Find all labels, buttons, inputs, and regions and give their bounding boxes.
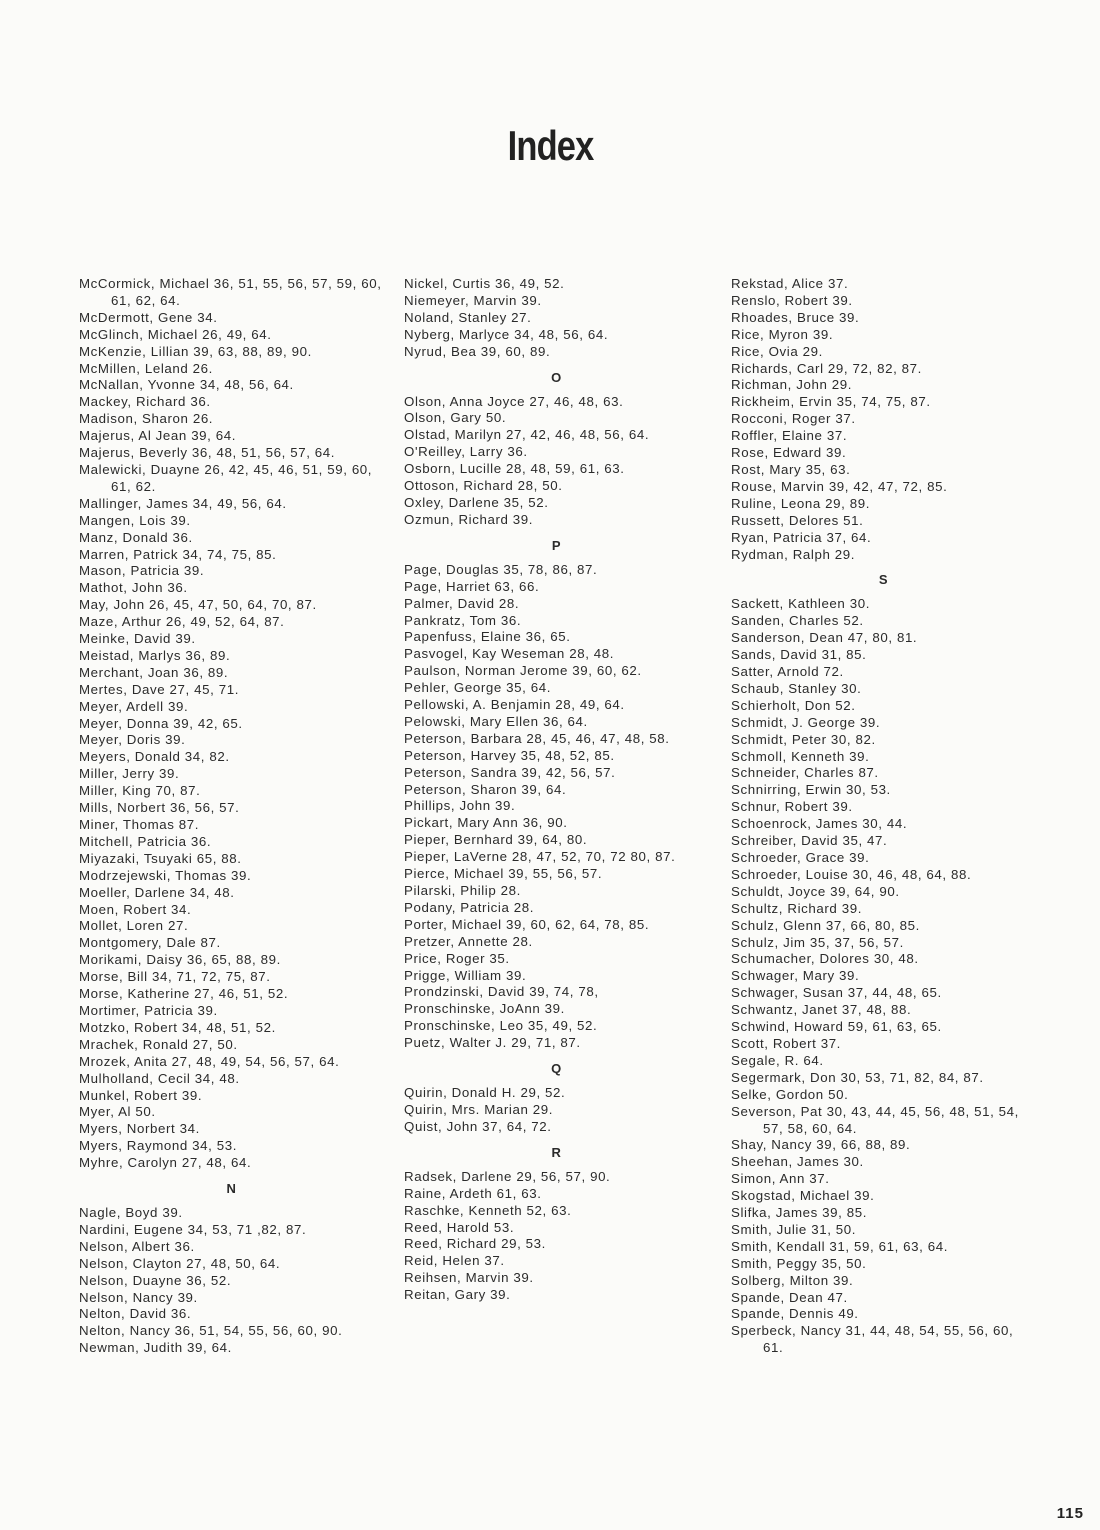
index-entry: Miller, King 70, 87. xyxy=(79,783,201,799)
index-entry: Myers, Norbert 34. xyxy=(79,1121,200,1137)
index-entry: Severson, Pat 30, 43, 44, 45, 56, 48, 51, 54, 57, 58, 60, 64. xyxy=(731,1103,1019,1136)
index-entry: Nelson, Albert 36. xyxy=(79,1238,195,1254)
index-entry: Schroeder, Grace 39. xyxy=(731,850,870,865)
index-entry: Sanden, Charles 52. xyxy=(731,613,864,629)
index-entry: Pieper, LaVerne 28, 47, 52, 70, 72 80, 87. xyxy=(404,849,676,865)
index-entry: Schnur, Robert 39. xyxy=(731,799,853,815)
index-entry: Slifka, James 39, 85. xyxy=(731,1205,868,1221)
letter-heading: S xyxy=(878,572,889,588)
index-entry: Phillips, John 39. xyxy=(404,798,516,814)
index-entry: Niemeyer, Marvin 39. xyxy=(404,292,542,308)
index-entry: Quirin, Donald H. 29, 52. xyxy=(404,1085,566,1101)
index-entry: Raine, Ardeth 61, 63. xyxy=(404,1185,542,1201)
index-entry: Meyer, Doris 39. xyxy=(79,732,186,748)
index-entry: Schwind, Howard 59, 61, 63, 65. xyxy=(731,1019,942,1035)
index-entry: Palmer, David 28. xyxy=(404,595,520,611)
index-entry: Smith, Peggy 35, 50. xyxy=(731,1255,867,1271)
index-entry: Selke, Gordon 50. xyxy=(731,1086,849,1102)
index-entry: Pierce, Michael 39, 55, 56, 57. xyxy=(404,866,603,882)
index-entry: Mallinger, James 34, 49, 56, 64. xyxy=(79,495,287,511)
index-entry: O'Reilley, Larry 36. xyxy=(404,444,528,460)
index-entry: Podany, Patricia 28. xyxy=(404,899,535,915)
index-entry: Rice, Ovia 29. xyxy=(731,343,823,359)
index-entry: Mackey, Richard 36. xyxy=(79,394,211,410)
index-entry: Nelton, Nancy 36, 51, 54, 55, 56, 60, 90. xyxy=(79,1323,343,1339)
index-entry: Reed, Harold 53. xyxy=(404,1219,515,1235)
index-entry: Mortimer, Patricia 39. xyxy=(79,1002,218,1018)
index-entry: Solberg, Milton 39. xyxy=(731,1272,854,1288)
index-entry: Schwager, Mary 39. xyxy=(731,968,860,984)
index-entry: Schreiber, David 35, 47. xyxy=(731,833,888,849)
index-entry: Schmidt, J. George 39. xyxy=(731,714,881,730)
index-entry: Schumacher, Dolores 30, 48. xyxy=(731,951,919,967)
index-entry: Pieper, Bernhard 39, 64, 80. xyxy=(404,832,588,848)
index-entry: Mitchell, Patricia 36. xyxy=(79,833,212,849)
index-entry: Porter, Michael 39, 60, 62, 64, 78, 85. xyxy=(404,916,650,932)
index-entry: Olstad, Marilyn 27, 42, 46, 48, 56, 64. xyxy=(404,427,650,443)
index-entry: Schmidt, Peter 30, 82. xyxy=(731,731,876,747)
index-entry: Oxley, Darlene 35, 52. xyxy=(404,494,549,510)
index-entry: Quirin, Mrs. Marian 29. xyxy=(404,1101,554,1117)
index-entry: Rekstad, Alice 37. xyxy=(731,276,849,291)
index-entry: Reitan, Gary 39. xyxy=(404,1287,511,1303)
index-entry: Peterson, Barbara 28, 45, 46, 47, 48, 58. xyxy=(404,730,670,746)
index-entry: Morse, Bill 34, 71, 72, 75, 87. xyxy=(79,969,271,985)
index-entry: Moen, Robert 34. xyxy=(79,901,192,917)
index-entry: Pilarski, Philip 28. xyxy=(404,883,521,898)
index-entry: McGlinch, Michael 26, 49, 64. xyxy=(79,326,272,342)
index-entry: Simon, Ann 37. xyxy=(731,1171,830,1187)
index-entry: Reihsen, Marvin 39. xyxy=(404,1270,534,1286)
index-entry: Miyazaki, Tsuyaki 65, 88. xyxy=(79,850,242,866)
index-entry: Paulson, Norman Jerome 39, 60, 62. xyxy=(404,663,642,679)
letter-heading: Q xyxy=(551,1061,562,1077)
index-entry: Nagle, Boyd 39. xyxy=(79,1205,183,1221)
letter-heading: O xyxy=(551,369,562,385)
index-entry: Rost, Mary 35, 63. xyxy=(731,461,851,477)
index-entry: Prigge, William 39. xyxy=(404,967,527,983)
index-entry: McDermott, Gene 34. xyxy=(79,309,218,325)
index-entry: Morikami, Daisy 36, 65, 88, 89. xyxy=(79,952,281,968)
index-entry: Schaub, Stanley 30. xyxy=(731,680,862,696)
index-entry: Manz, Donald 36. xyxy=(79,529,193,545)
index-entry: Raschke, Kenneth 52, 63. xyxy=(404,1202,572,1218)
index-entry: Ottoson, Richard 28, 50. xyxy=(404,478,563,494)
index-entry: Schmoll, Kenneth 39. xyxy=(731,748,870,764)
index-entry: Papenfuss, Elaine 36, 65. xyxy=(404,629,571,645)
index-entry: Olson, Gary 50. xyxy=(404,410,507,426)
index-entry: Merchant, Joan 36, 89. xyxy=(79,664,229,680)
index-entry: Mrachek, Ronald 27, 50. xyxy=(79,1036,238,1052)
index-entry: Page, Harriet 63, 66. xyxy=(404,578,540,594)
index-entry: Sands, David 31, 85. xyxy=(731,647,867,663)
index-entry: Schierholt, Don 52. xyxy=(731,697,856,713)
index-entry: Noland, Stanley 27. xyxy=(404,309,532,325)
index-entry: Prondzinski, David 39, 74, 78, xyxy=(404,984,599,1000)
index-entry: Meyer, Donna 39, 42, 65. xyxy=(79,715,243,731)
index-entry: Schultz, Richard 39. xyxy=(731,900,862,916)
index-entry: Nelson, Nancy 39. xyxy=(79,1289,198,1305)
index-entry: Olson, Anna Joyce 27, 46, 48, 63. xyxy=(404,393,624,409)
index-entry: Pellowski, A. Benjamin 28, 49, 64. xyxy=(404,697,625,713)
index-entry: Sackett, Kathleen 30. xyxy=(731,596,871,612)
index-entry: Myhre, Carolyn 27, 48, 64. xyxy=(79,1155,252,1171)
index-entry: McNallan, Yvonne 34, 48, 56, 64. xyxy=(79,377,294,393)
index-entry: Meinke, David 39. xyxy=(79,631,196,647)
index-entry: Schwantz, Janet 37, 48, 88. xyxy=(731,1002,912,1018)
index-entry: Russett, Delores 51. xyxy=(731,512,864,528)
index-entry: McCormick, Michael 36, 51, 55, 56, 57, 59, 60, 61, 62, 64. xyxy=(79,276,382,308)
index-entry: Smith, Kendall 31, 59, 61, 63, 64. xyxy=(731,1238,949,1254)
index-entry: Radsek, Darlene 29, 56, 57, 90. xyxy=(404,1168,611,1184)
index-entry: McMillen, Leland 26. xyxy=(79,360,213,376)
index-entry: Rydman, Ralph 29. xyxy=(731,546,856,562)
index-entry: Sanderson, Dean 47, 80, 81. xyxy=(731,630,918,646)
index-entry: Schnirring, Erwin 30, 53. xyxy=(731,782,891,798)
index-entry: Rickheim, Ervin 35, 74, 75, 87. xyxy=(731,394,931,410)
index-entry: Schulz, Glenn 37, 66, 80, 85. xyxy=(731,917,920,933)
index-column-1 xyxy=(79,276,384,1357)
index-entry: Mulholland, Cecil 34, 48. xyxy=(79,1070,240,1086)
index-entry: Majerus, Al Jean 39, 64. xyxy=(79,428,237,444)
index-entry: Mertes, Dave 27, 45, 71. xyxy=(79,681,240,697)
index-entry: Reed, Richard 29, 53. xyxy=(404,1236,546,1252)
index-entry: Nelton, David 36. xyxy=(79,1306,192,1322)
index-entry: Schwager, Susan 37, 44, 48, 65. xyxy=(731,985,942,1001)
index-entry: Smith, Julie 31, 50. xyxy=(731,1221,857,1237)
index-entry: Myers, Raymond 34, 53. xyxy=(79,1138,238,1154)
index-entry: Segermark, Don 30, 53, 71, 82, 84, 87. xyxy=(731,1069,984,1085)
index-entry: Spande, Dennis 49. xyxy=(731,1306,859,1322)
index-entry: Spande, Dean 47. xyxy=(731,1289,848,1305)
index-entry: Pickart, Mary Ann 36, 90. xyxy=(404,815,568,831)
letter-heading: P xyxy=(551,537,562,553)
index-entry: Ozmun, Richard 39. xyxy=(404,511,534,527)
index-entry: Schneider, Charles 87. xyxy=(731,765,879,781)
index-entry: Montgomery, Dale 87. xyxy=(79,935,221,951)
index-entry: Rose, Edward 39. xyxy=(731,445,847,461)
index-entry: McKenzie, Lillian 39, 63, 88, 89, 90. xyxy=(79,343,312,359)
index-entry: Rocconi, Roger 37. xyxy=(731,411,856,427)
index-entry: Peterson, Harvey 35, 48, 52, 85. xyxy=(404,747,615,763)
index-entry: Majerus, Beverly 36, 48, 51, 56, 57, 64. xyxy=(79,445,336,461)
index-column-3 xyxy=(731,276,1036,1357)
letter-heading: N xyxy=(226,1181,237,1197)
index-entry: Sheehan, James 30. xyxy=(731,1154,864,1170)
index-entry: Schuldt, Joyce 39, 64, 90. xyxy=(731,883,900,899)
index-entry: Nyberg, Marlyce 34, 48, 56, 64. xyxy=(404,326,609,342)
index-entry: Mathot, John 36. xyxy=(79,580,188,596)
page-title: Index xyxy=(507,122,594,169)
index-entry: May, John 26, 45, 47, 50, 64, 70, 87. xyxy=(79,597,317,613)
index-entry: Sperbeck, Nancy 31, 44, 48, 54, 55, 56, 60, 61. xyxy=(731,1323,1014,1356)
index-entry: Segale, R. 64. xyxy=(731,1052,824,1068)
index-entry: Schulz, Jim 35, 37, 56, 57. xyxy=(731,934,904,950)
index-entry: Mangen, Lois 39. xyxy=(79,512,191,528)
index-entry: Nickel, Curtis 36, 49, 52. xyxy=(404,276,565,291)
index-entry: Scott, Robert 37. xyxy=(731,1035,841,1051)
index-entry: Satter, Arnold 72. xyxy=(731,664,844,680)
index-entry: Miner, Thomas 87. xyxy=(79,817,200,832)
index-entry: Richards, Carl 29, 72, 82, 87. xyxy=(731,360,922,376)
index-entry: Meistad, Marlys 36, 89. xyxy=(79,647,231,663)
index-entry: Nardini, Eugene 34, 53, 71 ,82, 87. xyxy=(79,1221,307,1237)
page-number: 115 xyxy=(1056,1505,1084,1522)
index-entry: Skogstad, Michael 39. xyxy=(731,1188,875,1204)
index-entry: Newman, Judith 39, 64. xyxy=(79,1340,232,1356)
index-entry: Rice, Myron 39. xyxy=(731,326,834,342)
index-entry: Roffler, Elaine 37. xyxy=(731,428,848,444)
index-entry: Myer, Al 50. xyxy=(79,1104,156,1120)
index-entry: Pelowski, Mary Ellen 36, 64. xyxy=(404,713,588,729)
index-entry: Motzko, Robert 34, 48, 51, 52. xyxy=(79,1019,276,1035)
index-entry: Quist, John 37, 64, 72. xyxy=(404,1118,552,1134)
index-entry: Puetz, Walter J. 29, 71, 87. xyxy=(404,1035,581,1051)
index-entry: Modrzejewski, Thomas 39. xyxy=(79,867,252,883)
index-entry: Peterson, Sharon 39, 64. xyxy=(404,781,567,797)
index-entry: Schoenrock, James 30, 44. xyxy=(731,816,908,832)
index-entry: Shay, Nancy 39, 66, 88, 89. xyxy=(731,1137,911,1153)
index-entry: Renslo, Robert 39. xyxy=(731,292,853,308)
letter-heading: R xyxy=(551,1144,562,1160)
index-entry: Schroeder, Louise 30, 46, 48, 64, 88. xyxy=(731,866,972,882)
index-entry: Richman, John 29. xyxy=(731,377,853,393)
index-entry: Madison, Sharon 26. xyxy=(79,411,214,427)
index-entry: Nelson, Duayne 36, 52. xyxy=(79,1272,232,1288)
index-entry: Osborn, Lucille 28, 48, 59, 61, 63. xyxy=(404,461,625,477)
index-entry: Mills, Norbert 36, 56, 57. xyxy=(79,800,240,816)
index-entry: Nyrud, Bea 39, 60, 89. xyxy=(404,343,551,359)
index-entry: Malewicki, Duayne 26, 42, 45, 46, 51, 59, 60, 61, 62. xyxy=(79,461,373,494)
index-entry: Mollet, Loren 27. xyxy=(79,918,189,934)
index-entry: Meyers, Donald 34, 82. xyxy=(79,749,230,765)
index-entry: Maze, Arthur 26, 49, 52, 64, 87. xyxy=(79,614,285,630)
index-entry: Moeller, Darlene 34, 48. xyxy=(79,884,235,900)
index-entry: Pasvogel, Kay Weseman 28, 48. xyxy=(404,646,615,662)
index-entry: Price, Roger 35. xyxy=(404,950,510,966)
index-entry: Rouse, Marvin 39, 42, 47, 72, 85. xyxy=(731,478,948,494)
index-entry: Pronschinske, JoAnn 39. xyxy=(404,1001,565,1017)
index-entry: Reid, Helen 37. xyxy=(404,1253,505,1269)
index-entry: Page, Douglas 35, 78, 86, 87. xyxy=(404,561,598,577)
index-entry: Ruline, Leona 29, 89. xyxy=(731,495,871,511)
index-entry: Pretzer, Annette 28. xyxy=(404,933,533,949)
index-entry: Morse, Katherine 27, 46, 51, 52. xyxy=(79,986,289,1002)
index-entry: Ryan, Patricia 37, 64. xyxy=(731,529,872,545)
index-entry: Mrozek, Anita 27, 48, 49, 54, 56, 57, 64. xyxy=(79,1053,340,1069)
index-entry: Miller, Jerry 39. xyxy=(79,766,180,782)
index-entry: Pankratz, Tom 36. xyxy=(404,612,522,628)
index-entry: Nelson, Clayton 27, 48, 50, 64. xyxy=(79,1255,281,1271)
index-entry: Munkel, Robert 39. xyxy=(79,1087,203,1103)
index-entry: Meyer, Ardell 39. xyxy=(79,698,189,714)
index-column-2 xyxy=(404,276,709,1304)
index-entry: Rhoades, Bruce 39. xyxy=(731,309,860,325)
index-entry: Marren, Patrick 34, 74, 75, 85. xyxy=(79,546,277,562)
index-entry: Pronschinske, Leo 35, 49, 52. xyxy=(404,1018,598,1034)
index-entry: Mason, Patricia 39. xyxy=(79,563,205,579)
index-entry: Peterson, Sandra 39, 42, 56, 57. xyxy=(404,764,616,780)
index-entry: Pehler, George 35, 64. xyxy=(404,680,551,696)
